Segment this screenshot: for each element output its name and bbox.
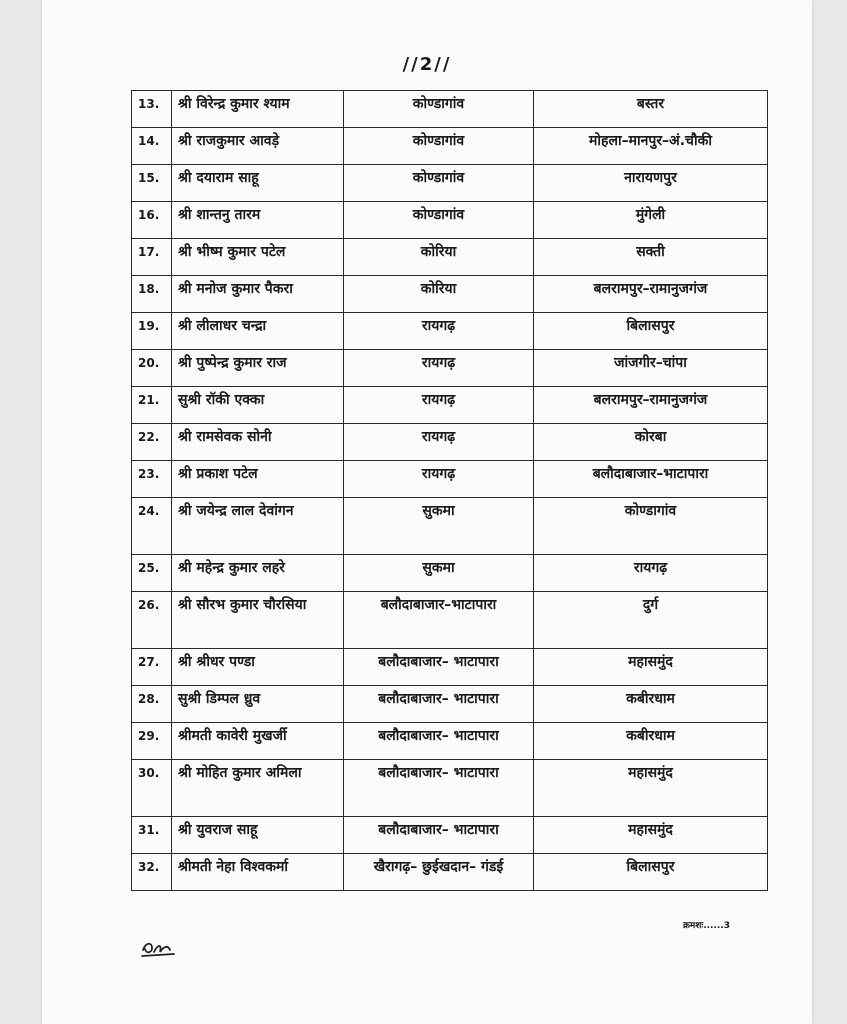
current-posting-cell: रायगढ़ bbox=[344, 387, 534, 424]
serial-number-cell: 17. bbox=[132, 239, 172, 276]
serial-number-cell: 25. bbox=[132, 555, 172, 592]
serial-number-cell: 21. bbox=[132, 387, 172, 424]
officer-name-cell: श्री रामसेवक सोनी bbox=[172, 424, 344, 461]
table-row bbox=[132, 817, 768, 854]
serial-number-cell: 20. bbox=[132, 350, 172, 387]
initials-signature bbox=[140, 934, 180, 960]
new-posting-cell: बलरामपुर–रामानुजगंज bbox=[534, 387, 768, 424]
officer-name-cell: श्री सौरभ कुमार चौरसिया bbox=[172, 592, 344, 649]
officer-name-cell: श्री मनोज कुमार पैकरा bbox=[172, 276, 344, 313]
serial-number-cell: 31. bbox=[132, 817, 172, 854]
serial-number-cell: 14. bbox=[132, 128, 172, 165]
current-posting-cell: बलौदाबाजार– भाटापारा bbox=[344, 817, 534, 854]
new-posting-cell: महासमुंद bbox=[534, 649, 768, 686]
serial-number-cell: 24. bbox=[132, 498, 172, 555]
continuation-note: क्रमशः......3 bbox=[682, 921, 730, 931]
serial-number-cell: 16. bbox=[132, 202, 172, 239]
new-posting-cell: जांजगीर–चांपा bbox=[534, 350, 768, 387]
table-row bbox=[132, 649, 768, 686]
table-row bbox=[132, 686, 768, 723]
new-posting-cell: बिलासपुर bbox=[534, 854, 768, 891]
officer-name-cell: श्री महेन्द्र कुमार लहरे bbox=[172, 555, 344, 592]
document-page bbox=[42, 0, 812, 1024]
current-posting-cell: रायगढ़ bbox=[344, 461, 534, 498]
current-posting-cell: रायगढ़ bbox=[344, 313, 534, 350]
serial-number-cell: 29. bbox=[132, 723, 172, 760]
serial-number-cell: 23. bbox=[132, 461, 172, 498]
table-row bbox=[132, 350, 768, 387]
officer-name-cell: श्री लीलाधर चन्द्रा bbox=[172, 313, 344, 350]
new-posting-cell: बलौदाबाजार–भाटापारा bbox=[534, 461, 768, 498]
current-posting-cell: बलौदाबाजार– भाटापारा bbox=[344, 686, 534, 723]
current-posting-cell: बलौदाबाजार– भाटापारा bbox=[344, 760, 534, 817]
new-posting-cell: कोरबा bbox=[534, 424, 768, 461]
table-row bbox=[132, 128, 768, 165]
current-posting-cell: कोण्डागांव bbox=[344, 128, 534, 165]
serial-number-cell: 28. bbox=[132, 686, 172, 723]
serial-number-cell: 19. bbox=[132, 313, 172, 350]
table-row bbox=[132, 592, 768, 649]
current-posting-cell: सुकमा bbox=[344, 555, 534, 592]
officer-name-cell: श्रीमती कावेरी मुखर्जी bbox=[172, 723, 344, 760]
transfer-table-body bbox=[132, 91, 768, 891]
new-posting-cell: कोण्डागांव bbox=[534, 498, 768, 555]
serial-number-cell: 32. bbox=[132, 854, 172, 891]
current-posting-cell: कोरिया bbox=[344, 239, 534, 276]
officer-name-cell: श्री पुष्पेन्द्र कुमार राज bbox=[172, 350, 344, 387]
table-row bbox=[132, 202, 768, 239]
page-number: //2// bbox=[402, 54, 452, 75]
serial-number-cell: 27. bbox=[132, 649, 172, 686]
serial-number-cell: 30. bbox=[132, 760, 172, 817]
current-posting-cell: कोण्डागांव bbox=[344, 202, 534, 239]
new-posting-cell: बस्तर bbox=[534, 91, 768, 128]
officer-name-cell: श्री जयेन्द्र लाल देवांगन bbox=[172, 498, 344, 555]
new-posting-cell: कबीरधाम bbox=[534, 686, 768, 723]
current-posting-cell: खैरागढ़– छुईखदान– गंडई bbox=[344, 854, 534, 891]
serial-number-cell: 18. bbox=[132, 276, 172, 313]
new-posting-cell: महासमुंद bbox=[534, 817, 768, 854]
officer-name-cell: श्री विरेन्द्र कुमार श्याम bbox=[172, 91, 344, 128]
transfer-table bbox=[131, 90, 768, 891]
serial-number-cell: 26. bbox=[132, 592, 172, 649]
officer-name-cell: श्रीमती नेहा विश्वकर्मा bbox=[172, 854, 344, 891]
current-posting-cell: बलौदाबाजार– भाटापारा bbox=[344, 649, 534, 686]
officer-name-cell: सुश्री डिम्पल ध्रुव bbox=[172, 686, 344, 723]
table-row bbox=[132, 424, 768, 461]
current-posting-cell: रायगढ़ bbox=[344, 350, 534, 387]
table-row bbox=[132, 760, 768, 817]
current-posting-cell: कोण्डागांव bbox=[344, 165, 534, 202]
table-row bbox=[132, 854, 768, 891]
current-posting-cell: सुकमा bbox=[344, 498, 534, 555]
new-posting-cell: दुर्ग bbox=[534, 592, 768, 649]
current-posting-cell: कोरिया bbox=[344, 276, 534, 313]
new-posting-cell: नारायणपुर bbox=[534, 165, 768, 202]
new-posting-cell: मोहला–मानपुर–अं.चौकी bbox=[534, 128, 768, 165]
officer-name-cell: श्री प्रकाश पटेल bbox=[172, 461, 344, 498]
table-row bbox=[132, 461, 768, 498]
new-posting-cell: मुंगेली bbox=[534, 202, 768, 239]
new-posting-cell: बलरामपुर–रामानुजगंज bbox=[534, 276, 768, 313]
current-posting-cell: बलौदाबाजार– भाटापारा bbox=[344, 723, 534, 760]
table-row bbox=[132, 555, 768, 592]
table-row bbox=[132, 276, 768, 313]
table-row bbox=[132, 313, 768, 350]
table-row bbox=[132, 165, 768, 202]
current-posting-cell: रायगढ़ bbox=[344, 424, 534, 461]
current-posting-cell: बलौदाबाजार–भाटापारा bbox=[344, 592, 534, 649]
serial-number-cell: 15. bbox=[132, 165, 172, 202]
new-posting-cell: रायगढ़ bbox=[534, 555, 768, 592]
new-posting-cell: सक्ती bbox=[534, 239, 768, 276]
table-row bbox=[132, 91, 768, 128]
officer-name-cell: श्री भीष्म कुमार पटेल bbox=[172, 239, 344, 276]
officer-name-cell: श्री युवराज साहू bbox=[172, 817, 344, 854]
officer-name-cell: श्री मोहित कुमार अमिला bbox=[172, 760, 344, 817]
table-row bbox=[132, 239, 768, 276]
table-row bbox=[132, 498, 768, 555]
serial-number-cell: 13. bbox=[132, 91, 172, 128]
officer-name-cell: श्री राजकुमार आवड़े bbox=[172, 128, 344, 165]
new-posting-cell: महासमुंद bbox=[534, 760, 768, 817]
current-posting-cell: कोण्डागांव bbox=[344, 91, 534, 128]
new-posting-cell: बिलासपुर bbox=[534, 313, 768, 350]
officer-name-cell: श्री शान्तनु तारम bbox=[172, 202, 344, 239]
table-row bbox=[132, 723, 768, 760]
new-posting-cell: कबीरधाम bbox=[534, 723, 768, 760]
serial-number-cell: 22. bbox=[132, 424, 172, 461]
officer-name-cell: श्री श्रीधर पण्डा bbox=[172, 649, 344, 686]
table-row bbox=[132, 387, 768, 424]
officer-name-cell: श्री दयाराम साहू bbox=[172, 165, 344, 202]
officer-name-cell: सुश्री रॉकी एक्का bbox=[172, 387, 344, 424]
